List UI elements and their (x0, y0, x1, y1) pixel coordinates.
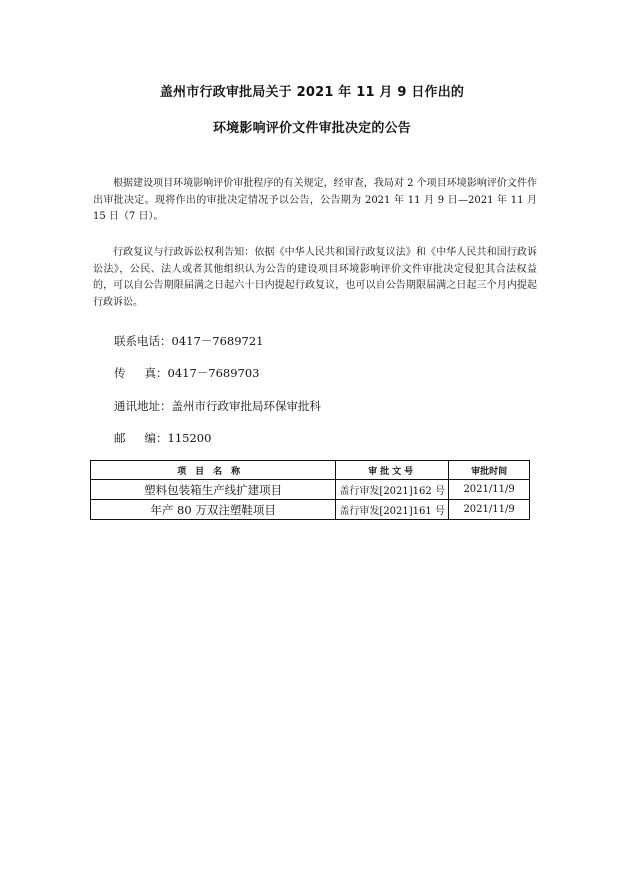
approval-table (90, 460, 530, 520)
notice-title-line-1: 盖州市行政审批局关于 2021 年 11 月 9 日作出的 (159, 85, 465, 100)
row-project-name: 年产 80 万双注塑鞋项目 (91, 500, 336, 520)
header-approval-doc-no: 审批文号 (336, 461, 449, 480)
table-row (91, 480, 530, 500)
contact-fax-line (114, 365, 259, 381)
contact-phone-value: 0417－7689721 (171, 334, 264, 348)
row-approval-doc-no: 盖行审发[2021]162 号 (336, 480, 449, 500)
notice-paragraph-rights: 行政复议与行政诉讼权利告知：依据《中华人民共和国行政复议法》和《中华人民共和国行政诉讼法》，公民、法人或者其他组织认为公告的建设项目环境影响评价文件审批决定侵犯其合法权益的，可以自公告期限届满之日起六十日内提起行政复议，也可以自公告期限届满之日起三个月内提起行政诉讼。 (93, 247, 537, 308)
header-approval-date: 审批时间 (449, 461, 530, 480)
contact-fax-label-1: 传 (114, 366, 145, 380)
row-approval-date: 2021/11/9 (449, 500, 530, 520)
table-header-row (91, 461, 530, 480)
contact-phone-label: 联系电话： (114, 334, 172, 348)
contact-address-label: 通讯地址： (114, 399, 172, 413)
contact-phone-line (114, 333, 263, 349)
contact-fax-label-2: 真： (144, 366, 168, 380)
table-row (91, 500, 530, 520)
contact-postcode-line (114, 430, 211, 446)
notice-paragraph-announcement: 根据建设项目环境影响评价审批程序的有关规定，经审查，我局对 2 个项目环境影响评价文件作出审批决定。现将作出的审批决定情况予以公告，公告期为 2021 年 11 月 9 日—2021 年 11 月 15 日（7 日）。 (93, 178, 537, 222)
contact-postcode-label-2: 编： (144, 431, 168, 445)
row-project-name: 塑料包装箱生产线扩建项目 (91, 480, 336, 500)
contact-fax-value: 0417－7689703 (167, 366, 260, 380)
contact-postcode-value: 115200 (167, 431, 212, 445)
row-approval-date: 2021/11/9 (449, 480, 530, 500)
header-project-name: 项目名称 (91, 461, 336, 480)
contact-postcode-label-1: 邮 (114, 431, 145, 445)
contact-address-value: 盖州市行政审批局环保审批科 (171, 399, 321, 413)
contact-address-line (114, 398, 321, 414)
notice-title-line-2: 环境影响评价文件审批决定的公告 (212, 121, 411, 136)
row-approval-doc-no: 盖行审发[2021]161 号 (336, 500, 449, 520)
